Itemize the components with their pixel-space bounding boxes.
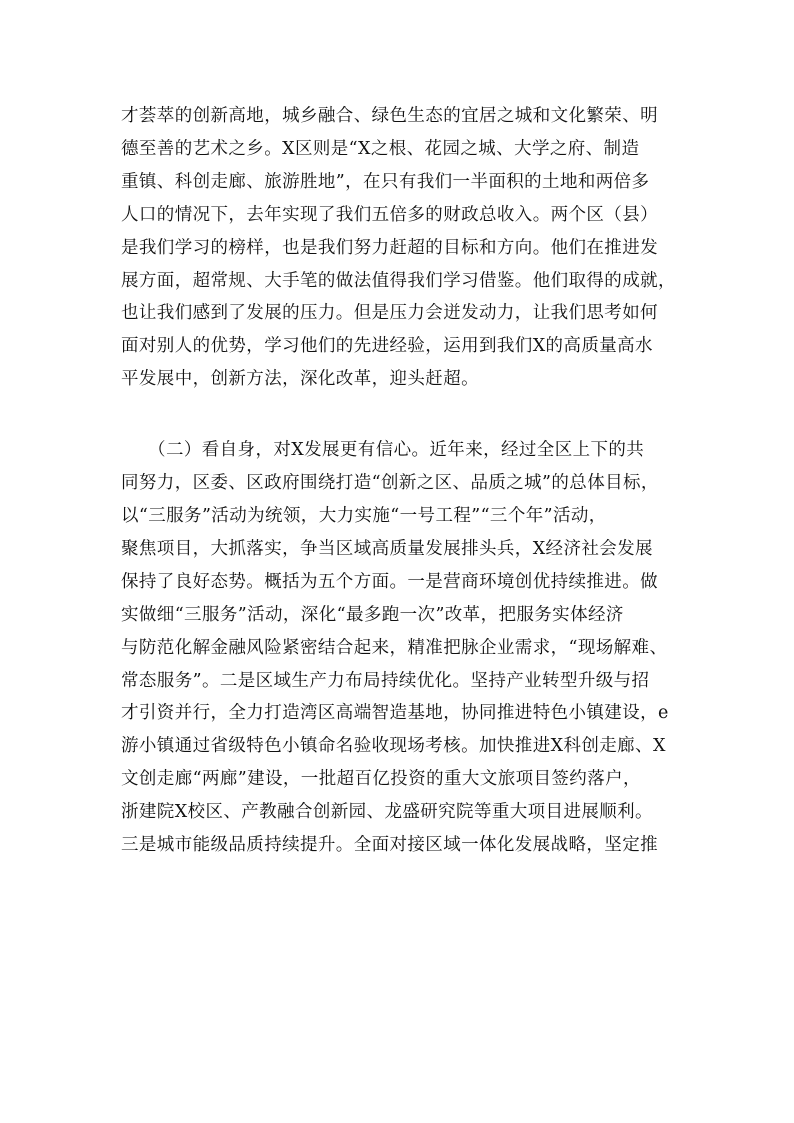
text-line: 与防范化解金融风险紧密结合起来，精准把脉企业需求，“现场解难、 [121,637,668,658]
text-line: 游小镇通过省级特色小镇命名验收现场考核。加快推进X科创走廊、X [121,736,666,757]
text-line: 同努力，区委、区政府围绕打造“创新之区、品质之城”的总体目标， [121,473,659,494]
text-line: 是我们学习的榜样，也是我们努力赶超的目标和方向。他们在推进发 [121,237,658,258]
text-line: 保持了良好态势。概括为五个方面。一是营商环境创优持续推进。做 [121,571,658,592]
text-line: 也让我们感到了发展的压力。但是压力会迸发动力，让我们思考如何 [121,303,658,324]
text-line: 德至善的艺术之乡。X区则是“X之根、花园之城、大学之府、制造 [121,138,640,159]
text-line: 面对别人的优势，学习他们的先进经验，运用到我们X的高质量高水 [121,336,653,357]
text-line: 浙建院X校区、产教融合创新园、龙盛研究院等重大项目进展顺利。 [121,802,653,823]
text-line: 聚焦项目，大抓落实，争当区域高质量发展排头兵，X经济社会发展 [121,538,653,559]
text-line: 平发展中，创新方法，深化改革，迎头赶超。 [121,369,479,390]
text-line: 以“三服务”活动为统领，大力实施“一号工程”“三个年”活动， [121,505,607,526]
text-line: 实做细“三服务”活动，深化“最多跑一次”改革，把服务实体经济 [121,604,624,625]
text-line: 人口的情况下，去年实现了我们五倍多的财政总收入。两个区（县） [121,204,658,225]
text-line: 才引资并行，全力打造湾区高端智造基地，协同推进特色小镇建设，e [121,703,669,724]
text-line: 常态服务”。二是区域生产力布局持续优化。坚持产业转型升级与招 [121,670,650,691]
paragraph-2 [121,434,682,862]
text-line: （二）看自身，对X发展更有信心。近年来，经过全区上下的共 [121,440,645,461]
text-line: 三是城市能级品质持续提升。全面对接区域一体化发展战略，坚定推 [121,835,658,856]
text-line: 展方面，超常规、大手笔的做法值得我们学习借鉴。他们取得的成就， [121,270,676,291]
paragraph-spacer [121,396,682,434]
text-line: 文创走廊“两廊”建设，一批超百亿投资的重大文旅项目签约落户， [121,769,641,790]
text-line: 重镇、科创走廊、旅游胜地”，在只有我们一半面积的土地和两倍多 [121,171,650,192]
paragraph-1 [121,100,682,396]
text-line: 才荟萃的创新高地，城乡融合、绿色生态的宜居之城和文化繁荣、明 [121,106,658,126]
